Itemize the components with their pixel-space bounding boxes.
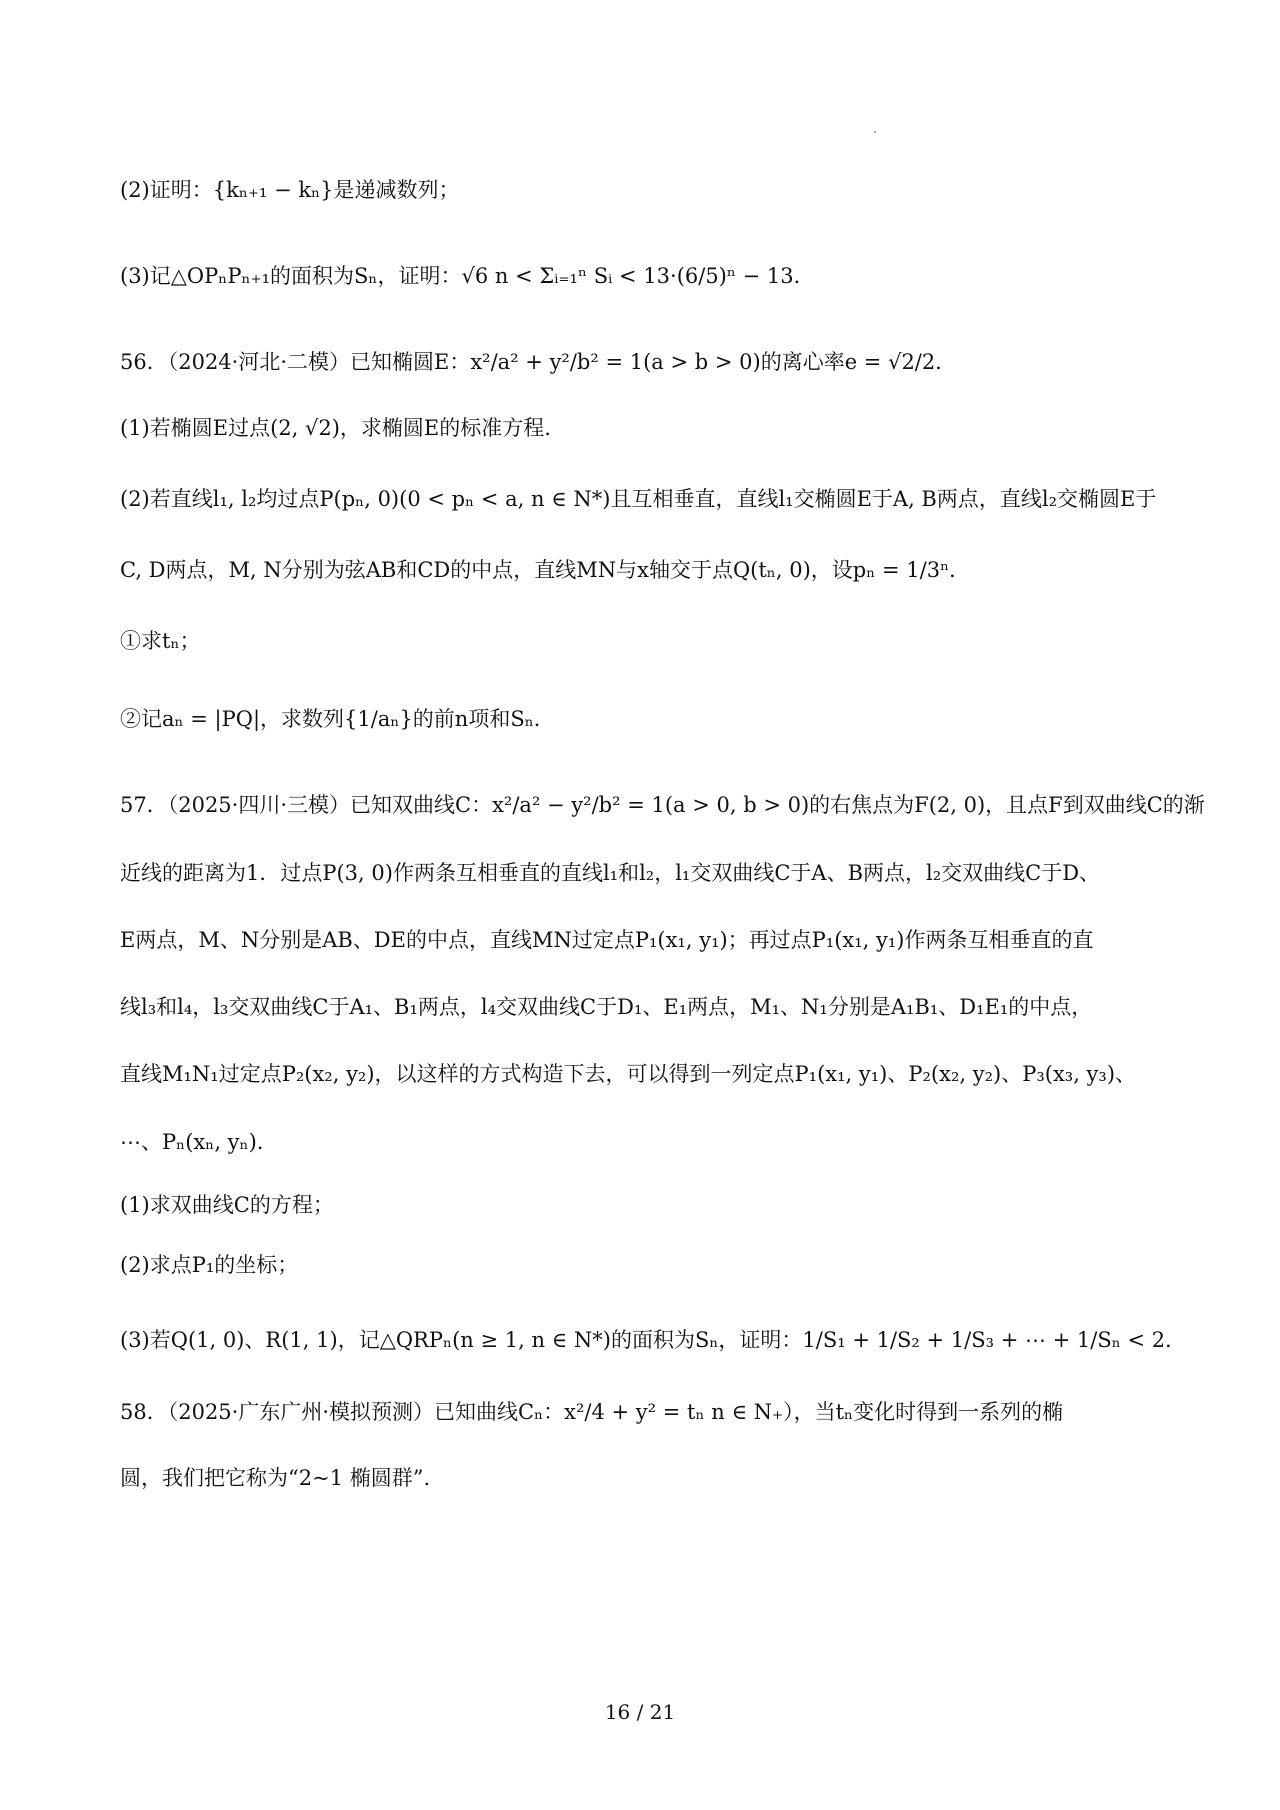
text-line-12: 线l₃和l₄，l₃交双曲线C于A₁、B₁两点，l₄交双曲线C于D₁、E₁两点，M₁、N₁分别是A₁B₁、D₁E₁的中点， (120, 995, 1093, 1019)
text-line-19: 圆，我们把它称为“2~1 椭圆群”. (120, 1466, 431, 1490)
text-line-10: 近线的距离为1．过点P(3, 0)作两条互相垂直的直线l₁和l₂，l₁交双曲线C于A、B两点，l₂交双曲线C于D、 (120, 861, 1101, 885)
text-line-16: (2)求点P₁的坐标； (120, 1253, 299, 1277)
text-line-2: (3)记△OPₙPₙ₊₁的面积为Sₙ，证明：√6 n < Σᵢ₌₁ⁿ Sᵢ < 13·(6/5)ⁿ − 13． (120, 264, 815, 288)
problem-57-header: 57．（2025·四川·三模）已知双曲线C：x²/a² − y²/b² = 1(a > 0, b > 0)的右焦点为F(2, 0)，且点F到双曲线C的渐 (120, 793, 1205, 817)
scan-speck (874, 131, 876, 133)
text-line-7: ①求tₙ； (120, 629, 201, 653)
text-line-15: (1)求双曲线C的方程； (120, 1193, 334, 1217)
page-number: 16 / 21 (604, 1700, 676, 1724)
text-line-14: ⋯、Pₙ(xₙ, yₙ)． (120, 1130, 278, 1154)
text-line-11: E两点，M、N分别是AB、DE的中点，直线MN过定点P₁(x₁, y₁)；再过点P₁(x₁, y₁)作两条互相垂直的直 (120, 928, 1094, 952)
text-line-1: (2)证明：{kₙ₊₁ − kₙ}是递减数列； (120, 178, 460, 202)
problem-56-header: 56．（2024·河北·二模）已知椭圆E：x²/a² + y²/b² = 1(a > b > 0)的离心率e = √2/2． (120, 350, 957, 374)
problem-58-header: 58．（2025·广东广州·模拟预测）已知曲线Cₙ：x²/4 + y² = tₙ n ∈ N₊），当tₙ变化时得到一系列的椭 (120, 1400, 1064, 1424)
text-line-13: 直线M₁N₁过定点P₂(x₂, y₂)，以这样的方式构造下去，可以得到一列定点P₁(x₁, y₁)、P₂(x₂, y₂)、P₃(x₃, y₃)、 (120, 1062, 1137, 1086)
text-line-5: (2)若直线l₁, l₂均过点P(pₙ, 0)(0 < pₙ < a, n ∈ N*)且互相垂直，直线l₁交椭圆E于A, B两点，直线l₂交椭圆E于 (120, 487, 1157, 511)
text-line-4: (1)若椭圆E过点(2, √2)，求椭圆E的标准方程. (120, 416, 551, 440)
text-line-6: C, D两点，M, N分别为弦AB和CD的中点，直线MN与x轴交于点Q(tₙ, 0)，设pₙ = 1/3ⁿ． (120, 558, 971, 582)
text-line-8: ②记aₙ = |PQ|，求数列{1/aₙ}的前n项和Sₙ． (120, 707, 555, 731)
text-line-17: (3)若Q(1, 0)、R(1, 1)，记△QRPₙ(n ≥ 1, n ∈ N*)的面积为Sₙ，证明：1/S₁ + 1/S₂ + 1/S₃ + ⋯ + 1/Sₙ < 2． (120, 1328, 1187, 1352)
